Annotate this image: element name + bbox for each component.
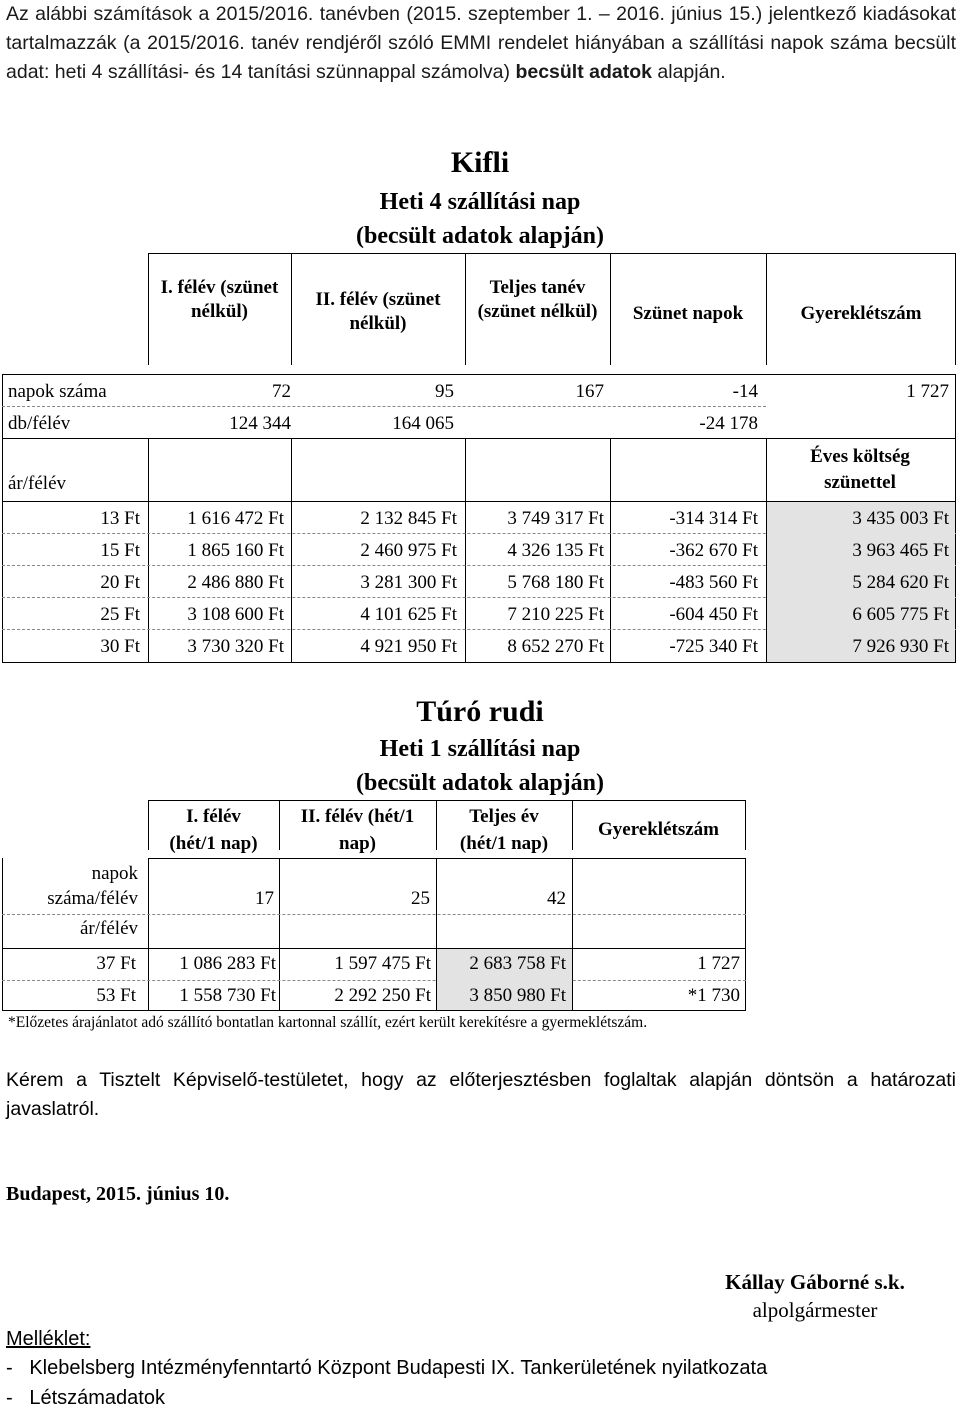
turo-cell-c2: 1 597 475 Ft [334,953,431,974]
turo-cell-c2: 2 292 250 Ft [334,985,431,1006]
kifli-days-full: 167 [575,381,604,402]
request-paragraph: Kérem a Tisztelt Képviselő-testületet, hogy az előterjesztésben foglaltak alapján döntsön a határozati javaslatról. [6,1069,956,1120]
turo-days-sem2: 25 [411,888,430,909]
turo-row-price-label: ár/félév [79,918,138,939]
kifli-cell-price: 15 Ft [100,540,140,561]
kifli-cell-c2: 4 101 625 Ft [360,604,457,625]
turo-days-sem1: 17 [255,888,274,909]
kifli-cell-c1: 1 865 160 Ft [187,540,284,561]
kifli-cell-c2: 4 921 950 Ft [360,636,457,657]
turo-header-sem2-b: nap) [339,833,376,854]
kifli-cell-c4: -483 560 Ft [669,572,758,593]
kifli-cell-c2: 2 132 845 Ft [360,508,457,529]
turo-cell-c3: 2 683 758 Ft [469,953,566,974]
turo-subtitle-2: (becsült adatok alapján) [355,770,605,796]
kifli-days-sem1: 72 [272,381,291,402]
turo-header-sem1-b: (hét/1 nap) [169,833,258,854]
kifli-cell-c1: 2 486 880 Ft [187,572,284,593]
kifli-cell-c2: 3 281 300 Ft [360,572,457,593]
turo-cell-c1: 1 558 730 Ft [179,985,276,1006]
kifli-cell-c4: -362 670 Ft [669,540,758,561]
attachment-item: - Klebelsberg Intézményfenntartó Központ Budapesti IX. Tankerületének nyilatkozata [6,1357,768,1379]
turo-cell-price: 53 Ft [96,985,136,1006]
kifli-header-annual: Éves költség szünettel [810,446,910,493]
signer-name: Kállay Gáborné s.k. [725,1270,905,1294]
kifli-cell-c1: 1 616 472 Ft [187,508,284,529]
kifli-cell-c4: -604 450 Ft [669,604,758,625]
kifli-cell-c5: 6 605 775 Ft [852,604,949,625]
date-line: Budapest, 2015. június 10. [6,1183,230,1205]
turo-header-children: Gyereklétszám [598,819,719,840]
turo-header-sem2-a: II. félév (hét/1 [300,806,415,827]
kifli-cell-c3: 5 768 180 Ft [507,572,604,593]
kifli-db-sem1: 124 344 [229,413,291,434]
turo-footnote: *Előzetes árajánlatot adó szállító bontatlan kartonnal szállít, ezért került kerekítésre a gyermeklétszám. [8,1014,648,1031]
kifli-header-children: Gyereklétszám [800,303,922,324]
kifli-cell-c4: -725 340 Ft [669,636,758,657]
turo-header-sem1-a: I. félév [186,806,241,827]
kifli-cell-c5: 7 926 930 Ft [852,636,949,657]
intro-text-end: alapján. [651,61,726,83]
kifli-subtitle-2: (becsült adatok alapján) [355,223,605,249]
signer-role: alpolgármester [752,1298,878,1322]
attachments-label: Melléklet: [6,1328,91,1350]
kifli-row-days-label: napok száma [8,381,107,402]
turo-cell-c3: 3 850 980 Ft [469,985,566,1006]
turo-row-days-label-2: száma/félév [47,888,138,909]
kifli-row-db-label: db/félév [8,413,71,434]
kifli-db-sem2: 164 065 [392,413,454,434]
turo-row-days-label-1: napok [91,863,138,884]
kifli-cell-price: 25 Ft [100,604,140,625]
kifli-header-sem1: I. félév (szünet nélkül) [160,277,279,322]
kifli-title: Kifli [450,146,510,179]
kifli-cell-c3: 8 652 270 Ft [507,636,604,657]
kifli-row-price-label: ár/félév [8,473,67,494]
turo-subtitle-1: Heti 1 szállítási nap [379,736,581,762]
kifli-db-breaks: -24 178 [699,413,758,434]
kifli-cell-price: 20 Ft [100,572,140,593]
kifli-cell-c1: 3 108 600 Ft [187,604,284,625]
kifli-cell-c1: 3 730 320 Ft [187,636,284,657]
kifli-cell-c3: 7 210 225 Ft [507,604,604,625]
kifli-days-breaks: -14 [732,381,758,402]
kifli-cell-c5: 3 963 465 Ft [852,540,949,561]
turo-cell-c1: 1 086 283 Ft [179,953,276,974]
intro-paragraph [6,0,956,87]
turo-header-full-a: Teljes év [469,806,539,827]
kifli-days-sem2: 95 [435,381,454,402]
kifli-children-count: 1 727 [906,381,949,402]
turo-cell-price: 37 Ft [96,953,136,974]
kifli-subtitle-1: Heti 4 szállítási nap [379,189,581,215]
kifli-header-full: Teljes tanév (szünet nélkül) [477,277,598,322]
kifli-header-breaks: Szünet napok [632,303,744,324]
turo-title: Túró rudi [416,695,544,728]
intro-text: Az alábbi számítások a 2015/2016. tanévben (2015. szeptember 1. – 2016. június 15.) jelentkező kiadásokat tartalmazzák (a 2015/2016. tanév rendjéről szóló EMMI rendelet hiányában a szállítási napok száma becsült adat: heti 4 szállítási- és 14 tanítási szünnappal számolva) [6,3,956,83]
kifli-header-sem2: II. félév (szünet nélkül) [315,289,441,334]
attachment-item: - Létszámadatok [6,1387,165,1409]
turo-cell-c4: *1 730 [687,985,740,1006]
intro-bold: becsült adatok [515,61,652,83]
kifli-cell-price: 13 Ft [100,508,140,529]
kifli-cell-price: 30 Ft [100,636,140,657]
kifli-cell-c5: 3 435 003 Ft [852,508,949,529]
kifli-cell-c4: -314 314 Ft [669,508,758,529]
turo-header-full-b: (hét/1 nap) [459,833,549,854]
turo-cell-c4: 1 727 [697,953,740,974]
kifli-cell-c3: 4 326 135 Ft [507,540,604,561]
turo-days-full: 42 [547,888,566,909]
kifli-cell-c2: 2 460 975 Ft [360,540,457,561]
kifli-cell-c3: 3 749 317 Ft [507,508,604,529]
kifli-cell-c5: 5 284 620 Ft [852,572,949,593]
